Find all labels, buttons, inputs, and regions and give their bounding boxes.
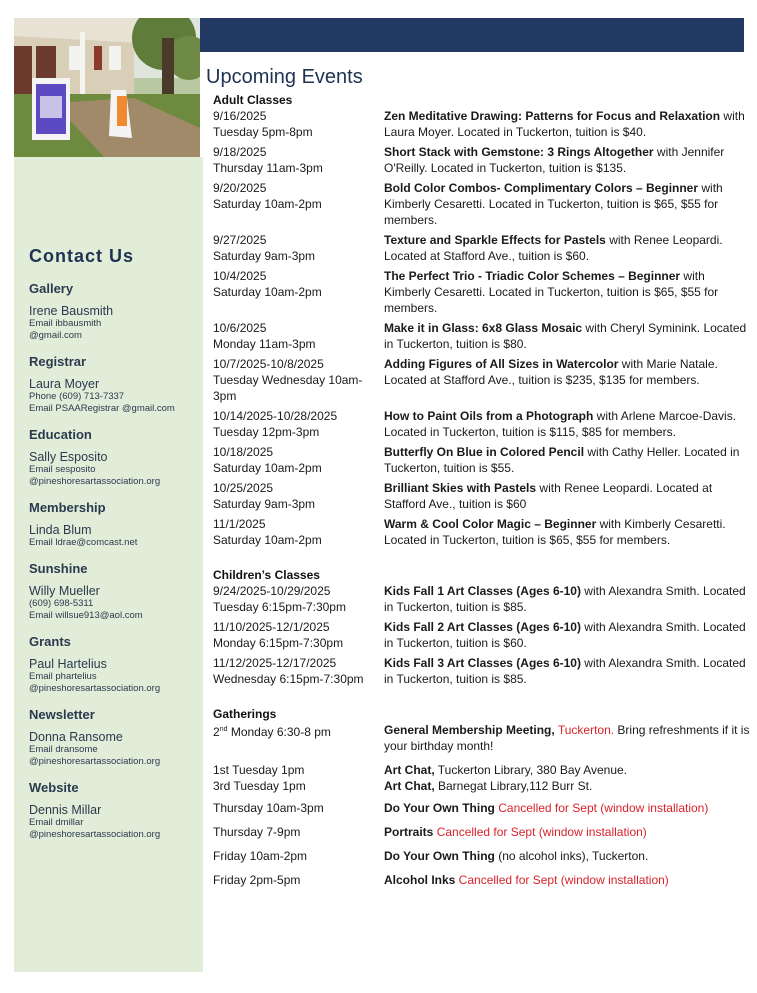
general-meeting-row <box>213 722 751 754</box>
upcoming-events <box>206 66 751 896</box>
event-description <box>384 232 751 264</box>
event-description <box>384 180 751 228</box>
event-title: Warm & Cool Color Magic – Beginner <box>384 517 597 531</box>
event-time: Tuesday 12pm-3pm <box>213 425 320 439</box>
event-date: 10/18/2025 <box>213 445 274 459</box>
contact-detail[interactable]: @pineshoresartassociation.org <box>29 683 161 694</box>
event-when: Friday 10am-2pm <box>213 849 308 863</box>
event-detail: with Cheryl Syminink. Located in Tuckerton, tuition is $80. <box>384 321 747 351</box>
event-when: Thursday 10am-3pm <box>213 801 324 815</box>
event-row <box>213 516 751 548</box>
event-when: 3rd Tuesday 1pm <box>213 779 306 793</box>
event-row <box>213 320 751 352</box>
event-when <box>213 356 384 404</box>
photo-illustration <box>14 18 200 157</box>
event-date: 10/7/2025-10/8/2025 <box>213 357 324 371</box>
contact-grants <box>29 634 201 695</box>
event-title: Bold Color Combos- Complimentary Colors – Beginner <box>384 181 699 195</box>
contact-membership <box>29 500 201 549</box>
event-when: 1st Tuesday 1pm <box>213 763 305 777</box>
event-when <box>213 408 384 440</box>
contact-detail[interactable]: Email ldrae@comcast.net <box>29 537 138 548</box>
contact-detail[interactable]: @pineshoresartassociation.org <box>29 829 161 840</box>
contact-role: Website <box>29 780 79 795</box>
event-date: 10/25/2025 <box>213 481 274 495</box>
gatherings-heading: Gatherings <box>213 707 277 721</box>
event-description <box>384 320 751 352</box>
event-time: Tuesday Wednesday 10am-3pm <box>213 373 363 403</box>
contact-detail[interactable]: Email dmillar <box>29 817 84 828</box>
event-when <box>213 268 384 316</box>
event-when: Thursday 7-9pm <box>213 825 301 839</box>
contact-registrar <box>29 354 201 415</box>
event-description <box>384 444 751 476</box>
event-title: How to Paint Oils from a Photograph <box>384 409 594 423</box>
event-title: Portraits <box>384 825 434 839</box>
contact-name: Donna Ransome <box>29 730 123 744</box>
event-title: Adding Figures of All Sizes in Watercolor <box>384 357 619 371</box>
event-date: 9/16/2025 <box>213 109 267 123</box>
event-detail: with Alexandra Smith. Located in Tuckerton, tuition is $60. <box>384 620 746 650</box>
event-when <box>213 516 384 548</box>
contact-detail[interactable]: @gmail.com <box>29 330 82 341</box>
event-row <box>213 480 751 512</box>
event-title: The Perfect Trio - Triadic Color Schemes – Beginner <box>384 269 681 283</box>
event-detail: with Kimberly Cesaretti. Located in Tuckerton, tuition is $65, $55 for members. <box>384 269 719 315</box>
event-detail: with Renee Leopardi. Located at Stafford Ave., tuition is $60. <box>384 233 723 263</box>
event-row <box>213 356 751 404</box>
event-detail: (no alcohol inks), Tuckerton. <box>494 849 649 863</box>
event-time: Monday 6:15pm-7:30pm <box>213 636 344 650</box>
contact-name: Willy Mueller <box>29 584 100 598</box>
contact-role: Sunshine <box>29 561 88 576</box>
event-title: Brilliant Skies with Pastels <box>384 481 537 495</box>
contact-detail[interactable]: Email sesposito <box>29 464 96 475</box>
event-row <box>213 408 751 440</box>
contact-sunshine <box>29 561 201 622</box>
cancellation-note: Cancelled for Sept (window installation) <box>433 825 647 839</box>
event-detail: with Laura Moyer. Located in Tuckerton, tuition is $40. <box>384 109 745 139</box>
contact-name: Irene Bausmith <box>29 304 114 318</box>
contact-us-heading: Contact Us <box>29 246 135 266</box>
event-row <box>213 583 751 615</box>
contact-name: Dennis Millar <box>29 803 102 817</box>
event-description <box>384 268 751 316</box>
contact-detail[interactable]: Email ibbausmith <box>29 318 102 329</box>
event-row <box>213 619 751 651</box>
contact-detail[interactable]: (609) 698-5311 <box>29 598 94 609</box>
event-description <box>384 619 751 651</box>
contact-detail[interactable]: Email willsue913@aol.com <box>29 610 143 621</box>
art-chat-row <box>213 778 751 794</box>
event-row <box>213 268 751 316</box>
event-title: General Membership Meeting, <box>384 723 555 737</box>
event-when <box>213 180 384 228</box>
event-row <box>213 655 751 687</box>
contact-role: Education <box>29 427 92 442</box>
event-detail: with Jennifer O'Reilly. Located in Tuckerton, tuition is $135. <box>384 145 725 175</box>
event-time: Monday 11am-3pm <box>213 337 316 351</box>
contact-role: Gallery <box>29 281 74 296</box>
event-description <box>384 824 751 840</box>
contact-role: Newsletter <box>29 707 95 722</box>
event-when <box>213 583 384 615</box>
event-detail: with Marie Natale. Located at Stafford Ave., tuition is $235, $135 for members. <box>384 357 718 387</box>
event-when <box>213 444 384 476</box>
event-description <box>384 800 751 816</box>
contact-website <box>29 780 201 841</box>
contact-detail[interactable]: @pineshoresartassociation.org <box>29 756 161 767</box>
event-detail: with Kimberly Cesaretti. Located in Tuckerton, tuition is $65, $55 for members. <box>384 181 723 227</box>
event-title: Do Your Own Thing <box>384 849 495 863</box>
gathering-row <box>213 848 751 864</box>
event-description <box>384 583 751 615</box>
event-title: Texture and Sparkle Effects for Pastels <box>384 233 606 247</box>
event-date: 11/10/2025-12/1/2025 <box>213 620 330 634</box>
event-title: Make it in Glass: 6x8 Glass Mosaic <box>384 321 583 335</box>
event-description <box>384 516 751 548</box>
page-title: Upcoming Events <box>206 66 363 88</box>
event-time: Saturday 10am-2pm <box>213 461 322 475</box>
event-date: 10/6/2025 <box>213 321 267 335</box>
contact-newsletter <box>29 707 201 768</box>
event-detail: with Kimberly Cesaretti. Located in Tuckerton, tuition is $65, $55 for members. <box>384 517 726 547</box>
adult-classes-heading: Adult Classes <box>213 93 293 107</box>
event-description <box>384 408 751 440</box>
event-detail: with Alexandra Smith. Located in Tuckerton, tuition is $85. <box>384 584 746 614</box>
event-when: Friday 2pm-5pm <box>213 873 301 887</box>
event-title: Alcohol Inks <box>384 873 456 887</box>
event-time: Saturday 10am-2pm <box>213 533 322 547</box>
contact-name: Laura Moyer <box>29 377 100 391</box>
event-date: 11/12/2025-12/17/2025 <box>213 656 337 670</box>
header-bar <box>200 18 744 52</box>
contact-gallery <box>29 281 201 342</box>
event-time: Wednesday 6:15pm-7:30pm <box>213 672 364 686</box>
contact-detail[interactable]: Phone (609) 713-7337 <box>29 391 125 402</box>
event-row <box>213 108 751 140</box>
event-title: Art Chat, <box>384 779 435 793</box>
event-title: Kids Fall 1 Art Classes (Ages 6-10) <box>384 584 581 598</box>
contact-us-panel <box>29 246 201 853</box>
event-row <box>213 232 751 264</box>
event-detail: with Arlene Marcoe-Davis. Located in Tuckerton, tuition is $115, $85 for members. <box>384 409 737 439</box>
event-time: Tuesday 6:15pm-7:30pm <box>213 600 346 614</box>
gathering-row <box>213 872 751 888</box>
contact-detail[interactable]: @pineshoresartassociation.org <box>29 476 161 487</box>
cancellation-note: Cancelled for Sept (window installation) <box>455 873 669 887</box>
event-when <box>213 232 384 264</box>
event-when <box>213 320 384 352</box>
event-description <box>384 480 751 512</box>
event-description <box>384 108 751 140</box>
event-detail: with Renee Leopardi. Located at Stafford Ave., tuition is $60 <box>384 481 713 511</box>
contact-detail[interactable]: Email dransome <box>29 744 98 755</box>
event-when: 2nd Monday 6:30-8 pm <box>213 725 331 739</box>
event-when <box>213 108 384 140</box>
event-date: 10/4/2025 <box>213 269 267 283</box>
event-description: General Membership Meeting, Tuckerton. Bring refreshments if it is your birthday month! <box>384 723 750 753</box>
event-description <box>384 655 751 687</box>
event-date: 10/14/2025-10/28/2025 <box>213 409 338 423</box>
event-location: Tuckerton. <box>554 723 615 737</box>
event-detail: Tuckerton Library, 380 Bay Avenue. <box>434 763 628 777</box>
event-description <box>384 144 751 176</box>
contact-detail[interactable]: Email PSAARegistrar @gmail.com <box>29 403 175 414</box>
contact-detail[interactable]: Email phartelius <box>29 671 97 682</box>
event-description <box>384 778 751 794</box>
event-when <box>213 480 384 512</box>
event-date: 9/20/2025 <box>213 181 267 195</box>
event-date: 9/27/2025 <box>213 233 267 247</box>
children-classes-section <box>213 568 751 687</box>
contact-name: Sally Esposito <box>29 450 108 464</box>
contact-name: Linda Blum <box>29 523 92 537</box>
gathering-row <box>213 800 751 816</box>
event-detail: Barnegat Library,112 Burr St. <box>434 779 593 793</box>
event-when <box>213 619 384 651</box>
event-description <box>384 762 751 778</box>
event-row <box>213 444 751 476</box>
event-date: 9/24/2025-10/29/2025 <box>213 584 331 598</box>
contact-role: Grants <box>29 634 71 649</box>
event-detail: with Alexandra Smith. Located in Tuckerton, tuition is $85. <box>384 656 746 686</box>
event-time: Thursday 11am-3pm <box>213 161 323 175</box>
contact-education <box>29 427 201 488</box>
event-title: Do Your Own Thing <box>384 801 495 815</box>
event-time: Saturday 9am-3pm <box>213 497 316 511</box>
event-when <box>213 144 384 176</box>
event-date: 11/1/2025 <box>213 517 266 531</box>
event-description <box>384 872 751 888</box>
event-row <box>213 144 751 176</box>
adult-classes-section <box>213 93 751 548</box>
event-title: Zen Meditative Drawing: Patterns for Focus and Relaxation <box>384 109 721 123</box>
contact-name: Paul Hartelius <box>29 657 107 671</box>
event-title: Kids Fall 2 Art Classes (Ages 6-10) <box>384 620 581 634</box>
borough-hall-photo <box>14 18 200 157</box>
event-title: Art Chat, <box>384 763 435 777</box>
event-title: Kids Fall 3 Art Classes (Ages 6-10) <box>384 656 581 670</box>
event-time: Saturday 9am-3pm <box>213 249 316 263</box>
contact-role: Membership <box>29 500 106 515</box>
event-row <box>213 180 751 228</box>
event-time: Saturday 10am-2pm <box>213 285 322 299</box>
event-time: Saturday 10am-2pm <box>213 197 322 211</box>
cancellation-note: Cancelled for Sept (window installation) <box>494 801 709 815</box>
art-chat-row <box>213 762 751 778</box>
contact-role: Registrar <box>29 354 87 369</box>
event-date: 9/18/2025 <box>213 145 267 159</box>
event-time: Tuesday 5pm-8pm <box>213 125 313 139</box>
event-description <box>384 848 751 864</box>
children-classes-heading: Children’s Classes <box>213 568 320 582</box>
gathering-row <box>213 824 751 840</box>
event-title: Butterfly On Blue in Colored Pencil <box>384 445 585 459</box>
event-detail: with Cathy Heller. Located in Tuckerton, tuition is $55. <box>384 445 740 475</box>
gatherings-section <box>213 707 751 888</box>
event-when <box>213 655 384 687</box>
event-title: Short Stack with Gemstone: 3 Rings Altogether <box>384 145 654 159</box>
event-description <box>384 356 751 404</box>
